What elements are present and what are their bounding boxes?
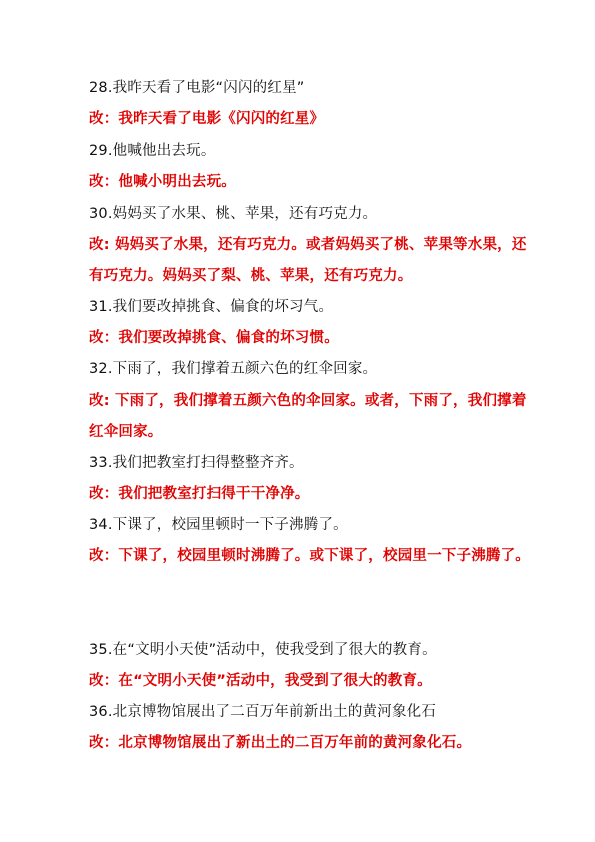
question-33: 33.我们把教室打扫得整整齐齐。 <box>89 455 304 471</box>
answer-33: 改：我们把教室打扫得干干净净。 <box>89 486 310 502</box>
answer-36: 改：北京博物馆展出了新出土的二百万年前的黄河象化石。 <box>89 735 472 751</box>
question-29: 29.他喊他出去玩。 <box>89 143 216 159</box>
answer-30-line-1: 改: 妈妈买了水果，还有巧克力。或者妈妈买了桃、苹果等水果，还 <box>89 237 527 253</box>
answer-35: 改：在“文明小天使”活动中，我受到了很大的教育。 <box>89 673 432 689</box>
question-34: 34.下课了，校园里顿时一下子沸腾了。 <box>89 517 348 533</box>
answer-29: 改：他喊小明出去玩。 <box>89 174 236 190</box>
question-28: 28.我昨天看了电影“闪闪的红星” <box>89 80 305 96</box>
answer-28: 改：我昨天看了电影《闪闪的红星》 <box>89 111 325 127</box>
question-35: 35.在“文明小天使”活动中，使我受到了很大的教育。 <box>89 642 437 658</box>
question-32: 32.下雨了，我们撑着五颜六色的红伞回家。 <box>89 361 378 377</box>
question-30: 30.妈妈买了水果、桃、苹果，还有巧克力。 <box>89 206 378 222</box>
question-31: 31.我们要改掉挑食、偏食的坏习气。 <box>89 299 334 315</box>
answer-32-line-2: 红伞回家。 <box>89 424 163 440</box>
answer-34: 改：下课了，校园里顿时沸腾了。或下课了，校园里一下子沸腾了。 <box>89 548 530 564</box>
answer-30-line-2: 有巧克力。妈妈买了梨、桃、苹果，还有巧克力。 <box>89 268 413 284</box>
question-36: 36.北京博物馆展出了二百万年前新出土的黄河象化石 <box>89 704 437 720</box>
answer-31: 改：我们要改掉挑食、偏食的坏习惯。 <box>89 330 339 346</box>
answer-32-line-1: 改: 下雨了，我们撑着五颜六色的伞回家。或者，下雨了，我们撑着 <box>89 393 527 409</box>
